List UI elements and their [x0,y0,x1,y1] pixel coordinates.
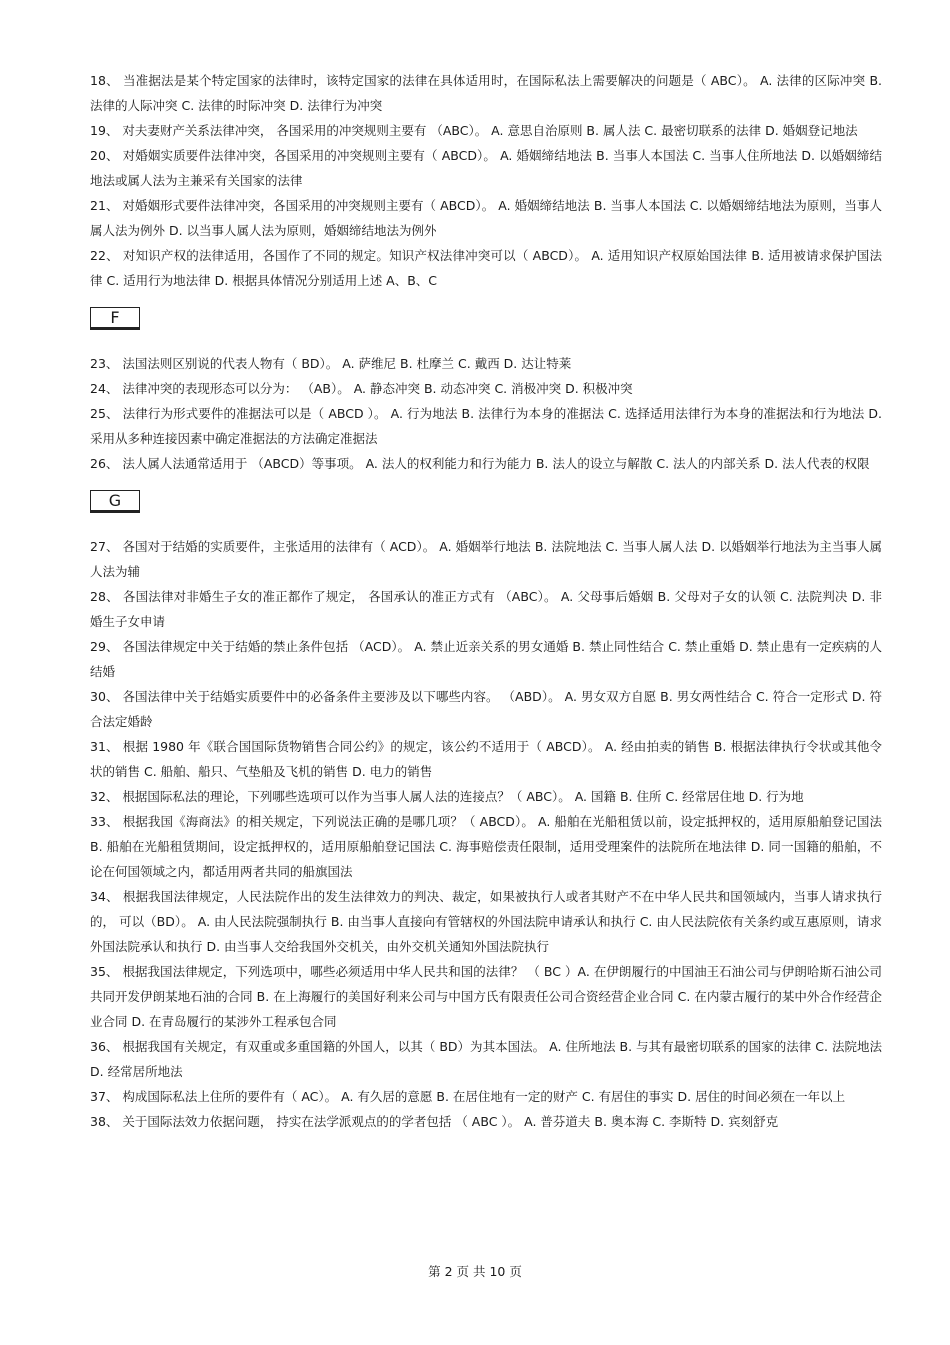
question-33: 33、 根据我国《海商法》的相关规定，下列说法正确的是哪几项？（ ABCD）。 A. 船舶在光船租赁以前，设定抵押权的，适用原船舶登记国法 B. 船舶在光船租赁期间，设定抵押权的，适用原船舶登记国法 C. 海事赔偿责任限制，适用受理案件的法院所在地法律 D. 同一国籍的船舶，不论在何国领域之内，都适用两者共同的船旗国法 [90,814,882,879]
question-29: 29、 各国法律规定中关于结婚的禁止条件包括 （ACD）。 A. 禁止近亲关系的男女通婚 B. 禁止同性结合 C. 禁止重婚 D. 禁止患有一定疾病的人结婚 [90,639,882,679]
question-19: 19、 对夫妻财产关系法律冲突， 各国采用的冲突规则主要有 （ABC）。 A. 意思自治原则 B. 属人法 C. 最密切联系的法律 D. 婚姻登记地法 [90,123,858,138]
question-21: 21、 对婚姻形式要件法律冲突，各国采用的冲突规则主要有（ ABCD）。 A. 婚姻缔结地法 B. 当事人本国法 C. 以婚姻缔结地法为原则，当事人属人法为例外 D. 以当事人属人法为原则，婚姻缔结地法为例外 [90,198,882,238]
section-header-f [90,293,882,351]
question-32: 32、 根据国际私法的理论，下列哪些选项可以作为当事人属人法的连接点？（ ABC）。 A. 国籍 B. 住所 C. 经常居住地 D. 行为地 [90,789,804,804]
question-36: 36、 根据我国有关规定，有双重或多重国籍的外国人，以其（ BD）为其本国法。 A. 住所地法 B. 与其有最密切联系的国家的法律 C. 法院地法 D. 经常居所地法 [90,1039,882,1079]
section-letter-g: G [90,490,140,513]
question-18: 18、 当准据法是某个特定国家的法律时，该特定国家的法律在具体适用时，在国际私法上需要解决的问题是（ ABC）。 A. 法律的区际冲突 B. 法律的人际冲突 C. 法律的时际冲突 D. 法律行为冲突 [90,73,882,113]
question-35: 35、 根据我国法律规定，下列选项中，哪些必须适用中华人民共和国的法律？ （ BC ）A. 在伊朗履行的中国油王石油公司与伊朗哈斯石油公司共同开发伊朗某地石油的合同 B. 在上海履行的美国好利来公司与中国方氏有限责任公司合资经营企业合同 C. 在内蒙古履行的某中外合作经营企业合同 D. 在青岛履行的某涉外工程承包合同 [90,964,882,1029]
question-37: 37、 构成国际私法上住所的要件有（ AC）。 A. 有久居的意愿 B. 在居住地有一定的财产 C. 有居住的事实 D. 居住的时间必须在一年以上 [90,1089,846,1104]
section-letter-f: F [90,307,140,330]
question-31: 31、 根据 1980 年《联合国国际货物销售合同公约》的规定，该公约不适用于（ ABCD）。 A. 经由拍卖的销售 B. 根据法律执行令状或其他令状的销售 C. 船舶、船只、气垫船及飞机的销售 D. 电力的销售 [90,739,882,779]
question-23: 23、 法国法则区别说的代表人物有（ BD）。 A. 萨维尼 B. 杜摩兰 C. 戴西 D. 达让特莱 [90,356,572,371]
question-34: 34、 根据我国法律规定，人民法院作出的发生法律效力的判决、裁定，如果被执行人或者其财产不在中华人民共和国领域内，当事人请求执行的， 可以（BD）。 A. 由人民法院强制执行 B. 由当事人直接向有管辖权的外国法院申请承认和执行 C. 由人民法院依有关条约或互惠原则，请求外国法院承认和执行 D. 由当事人交给我国外交机关，由外交机关通知外国法院执行 [90,889,882,954]
section-header-g [90,476,882,534]
question-30: 30、 各国法律中关于结婚实质要件中的必备条件主要涉及以下哪些内容。 （ABD）。 A. 男女双方自愿 B. 男女两性结合 C. 符合一定形式 D. 符合法定婚龄 [90,689,882,729]
question-22: 22、 对知识产权的法律适用，各国作了不同的规定。知识产权法律冲突可以（ ABCD）。 A. 适用知识产权原始国法律 B. 适用被请求保护国法律 C. 适用行为地法律 D. 根据具体情况分别适用上述 A、B、C [90,248,882,288]
question-25: 25、 法律行为形式要件的准据法可以是（ ABCD ）。 A. 行为地法 B. 法律行为本身的准据法 C. 选择适用法律行为本身的准据法和行为地法 D. 采用从多种连接因素中确定准据法的方法确定准据法 [90,406,882,446]
question-20: 20、 对婚姻实质要件法律冲突，各国采用的冲突规则主要有（ ABCD）。 A. 婚姻缔结地法 B. 当事人本国法 C. 当事人住所地法 D. 以婚姻缔结地法或属人法为主兼采有关国家的法律 [90,148,882,188]
question-38: 38、 关于国际法效力依据问题， 持实在法学派观点的的学者包括 （ ABC ）。 A. 普芬道夫 B. 奥本海 C. 李斯特 D. 宾刻舒克 [90,1114,779,1129]
question-24: 24、 法律冲突的表现形态可以分为： （AB）。 A. 静态冲突 B. 动态冲突 C. 消极冲突 D. 积极冲突 [90,381,633,396]
document-content [90,68,882,1134]
question-28: 28、 各国法律对非婚生子女的准正都作了规定， 各国承认的准正方式有 （ABC）。 A. 父母事后婚姻 B. 父母对子女的认领 C. 法院判决 D. 非婚生子女申请 [90,589,882,629]
question-27: 27、 各国对于结婚的实质要件，主张适用的法律有（ ACD）。 A. 婚姻举行地法 B. 法院地法 C. 当事人属人法 D. 以婚姻举行地法为主当事人属人法为辅 [90,539,882,579]
page-footer [0,1262,950,1280]
page-number: 第 2 页 共 10 页 [428,1264,522,1279]
question-26: 26、 法人属人法通常适用于 （ABCD）等事项。 A. 法人的权利能力和行为能力 B. 法人的设立与解散 C. 法人的内部关系 D. 法人代表的权限 [90,456,870,471]
